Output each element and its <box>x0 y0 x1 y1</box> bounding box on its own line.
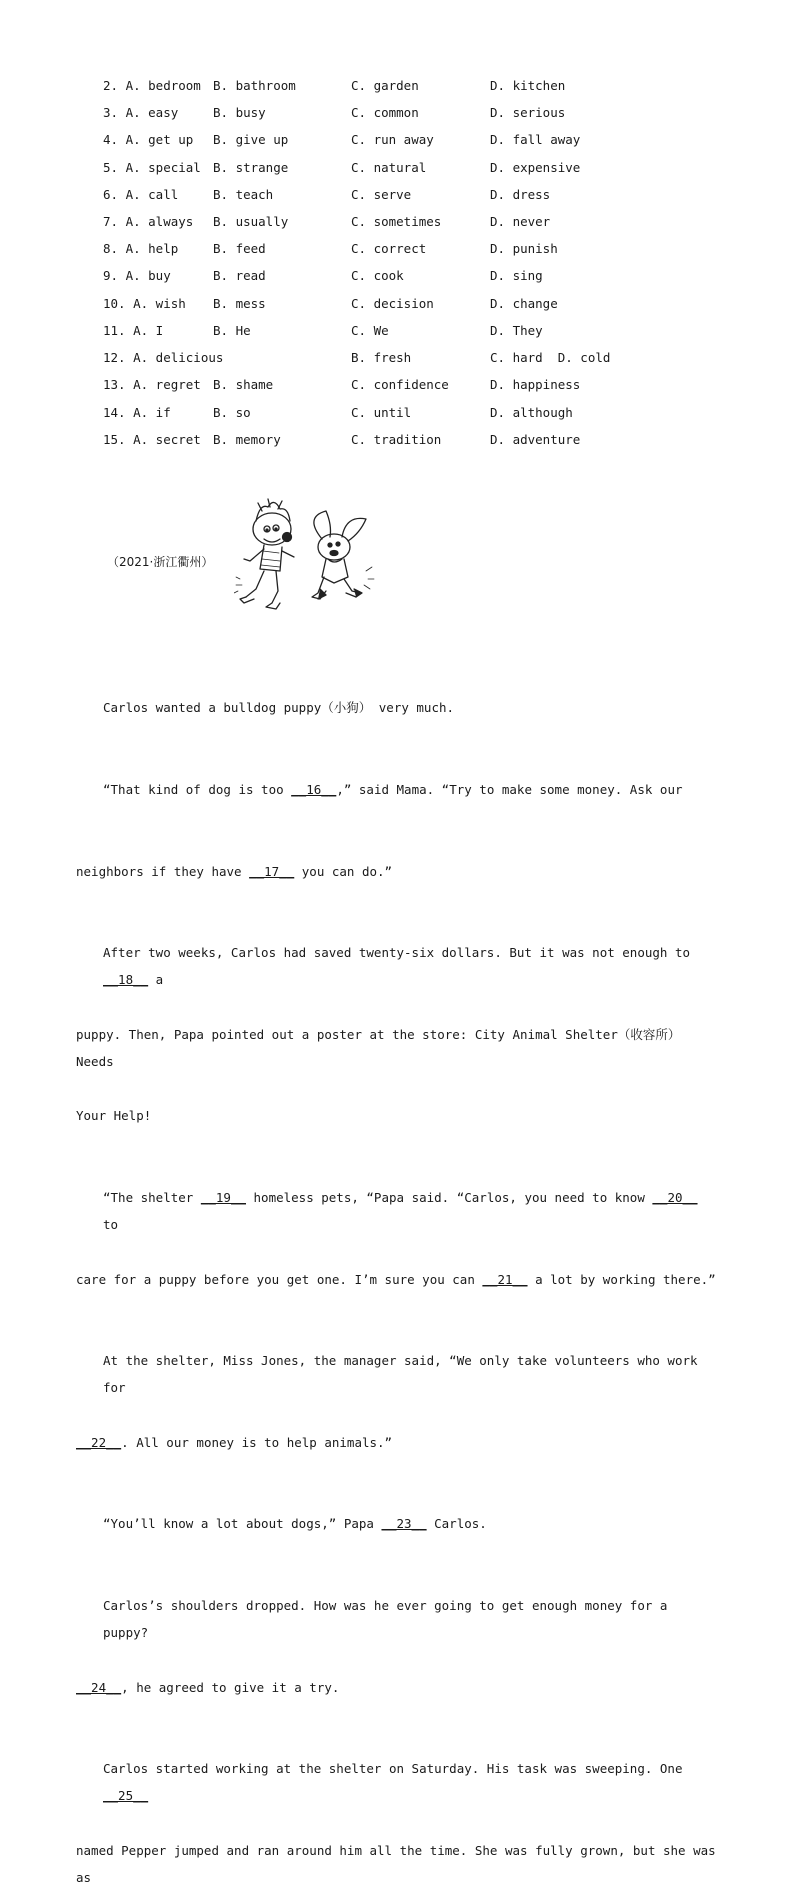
option-d: D. never <box>490 214 551 229</box>
option-row <box>103 132 723 150</box>
option-a: 15. A. secret <box>103 432 201 447</box>
option-a: 2. A. bedroom <box>103 78 201 93</box>
passage-line: neighbors if they have __17__ you can do.” <box>76 863 393 879</box>
option-b: B. He <box>213 323 251 338</box>
option-c: C. We <box>351 323 389 338</box>
passage-line: __24__, he agreed to give it a try. <box>76 1679 340 1695</box>
option-b: B. memory <box>213 432 281 447</box>
boy-and-dog-illustration <box>234 493 380 613</box>
source-label: （2021·浙江衢州） <box>107 555 214 569</box>
option-c: C. serve <box>351 187 412 202</box>
blank-19: __19__ <box>200 1189 246 1205</box>
option-row <box>103 160 723 178</box>
option-b: B. teach <box>213 187 274 202</box>
option-d: D. serious <box>490 105 566 120</box>
passage-line: Carlos wanted a bulldog puppy（小狗） very much. <box>103 700 455 716</box>
option-c: C. correct <box>351 241 427 256</box>
option-c: C. run away <box>351 132 434 147</box>
blank-22: __22__ <box>76 1434 122 1450</box>
option-row <box>103 187 723 205</box>
blank-25: __25__ <box>103 1788 149 1804</box>
option-d: D. fall away <box>490 132 581 147</box>
option-a: 6. A. call <box>103 187 179 202</box>
option-d: D. kitchen <box>490 78 566 93</box>
blank-17: __17__ <box>249 863 295 879</box>
option-row <box>103 432 723 450</box>
option-a: 10. A. wish <box>103 296 186 311</box>
option-d: D. happiness <box>490 377 581 392</box>
passage-line: “The shelter __19__ homeless pets, “Papa said. “Carlos, you need to know __20__ to <box>103 1189 706 1233</box>
option-d: D. sing <box>490 268 543 283</box>
option-row <box>103 268 723 286</box>
option-a: 9. A. buy <box>103 268 171 283</box>
option-d: D. punish <box>490 241 558 256</box>
passage-line: Your Help! <box>76 1108 152 1124</box>
blank-16: __16__ <box>291 782 337 797</box>
option-row <box>103 105 723 123</box>
option-c: C. sometimes <box>351 214 442 229</box>
option-b: B. feed <box>213 241 266 256</box>
option-row <box>103 241 723 259</box>
option-a: 4. A. get up <box>103 132 194 147</box>
option-c: C. garden <box>351 78 419 93</box>
passage-line: “You’ll know a lot about dogs,” Papa __23__ Carlos. <box>103 1516 487 1532</box>
option-row <box>103 323 723 341</box>
passage <box>76 640 724 1891</box>
passage-line: At the shelter, Miss Jones, the manager said, “We only take volunteers who work for <box>103 1353 706 1396</box>
passage-line: Carlos’s shoulders dropped. How was he ever going to get enough money for a puppy? <box>103 1597 675 1641</box>
option-c: C. until <box>351 405 412 420</box>
blank-23: __23__ <box>381 1516 427 1532</box>
option-row <box>103 296 723 314</box>
option-d: D. although <box>490 405 573 420</box>
option-d: D. expensive <box>490 160 581 175</box>
option-b: B. so <box>213 405 251 420</box>
option-d: D. They <box>490 323 543 338</box>
option-b: B. strange <box>213 160 289 175</box>
option-a: 5. A. special <box>103 160 201 175</box>
option-b: B. busy <box>213 105 266 120</box>
passage-line: “That kind of dog is too __16__,” said Mama. “Try to make some money. Ask our <box>103 782 683 797</box>
option-d: D. dress <box>490 187 551 202</box>
option-row <box>103 78 723 96</box>
option-a: 14. A. if <box>103 405 171 420</box>
blank-24: __24__ <box>76 1679 122 1695</box>
option-b: B. give up <box>213 132 289 147</box>
option-a: 7. A. always <box>103 214 194 229</box>
option-row <box>103 214 723 232</box>
option-c: C. natural <box>351 160 427 175</box>
passage-line: named Pepper jumped and ran around him all the time. She was fully grown, but she was as <box>76 1842 724 1885</box>
option-d: D. adventure <box>490 432 581 447</box>
passage-line: care for a puppy before you get one. I’m sure you can __21__ a lot by working there.” <box>76 1271 716 1287</box>
option-b: B. shame <box>213 377 274 392</box>
option-c: C. confidence <box>351 377 449 392</box>
option-c: C. tradition <box>351 432 442 447</box>
option-c: C. cook <box>351 268 404 283</box>
option-a: 3. A. easy <box>103 105 179 120</box>
option-a: 12. A. delicious <box>103 350 224 365</box>
option-row <box>103 405 723 423</box>
blank-21: __21__ <box>482 1271 528 1287</box>
option-a: 13. A. regret <box>103 377 201 392</box>
blank-18: __18__ <box>103 972 149 988</box>
passage-line: Carlos started working at the shelter on Saturday. His task was sweeping. One __25__ <box>103 1761 690 1804</box>
option-c: C. decision <box>351 296 434 311</box>
option-b: B. usually <box>213 214 289 229</box>
option-b: B. bathroom <box>213 78 296 93</box>
option-a: 11. A. I <box>103 323 164 338</box>
option-b: B. read <box>213 268 266 283</box>
option-a: 8. A. help <box>103 241 179 256</box>
option-row <box>103 350 723 368</box>
blank-20: __20__ <box>652 1189 698 1205</box>
option-c: C. common <box>351 105 419 120</box>
option-b: B. fresh <box>351 350 412 365</box>
option-c-d: C. hard D. cold <box>490 350 611 365</box>
option-b: B. mess <box>213 296 266 311</box>
option-row <box>103 377 723 395</box>
passage-line: puppy. Then, Papa pointed out a poster at the store: City Animal Shelter（收容所）Needs <box>76 1026 681 1069</box>
option-d: D. change <box>490 296 558 311</box>
passage-line: __22__. All our money is to help animals.” <box>76 1434 393 1450</box>
passage-line: After two weeks, Carlos had saved twenty-six dollars. But it was not enough to __18__ a <box>103 945 698 988</box>
